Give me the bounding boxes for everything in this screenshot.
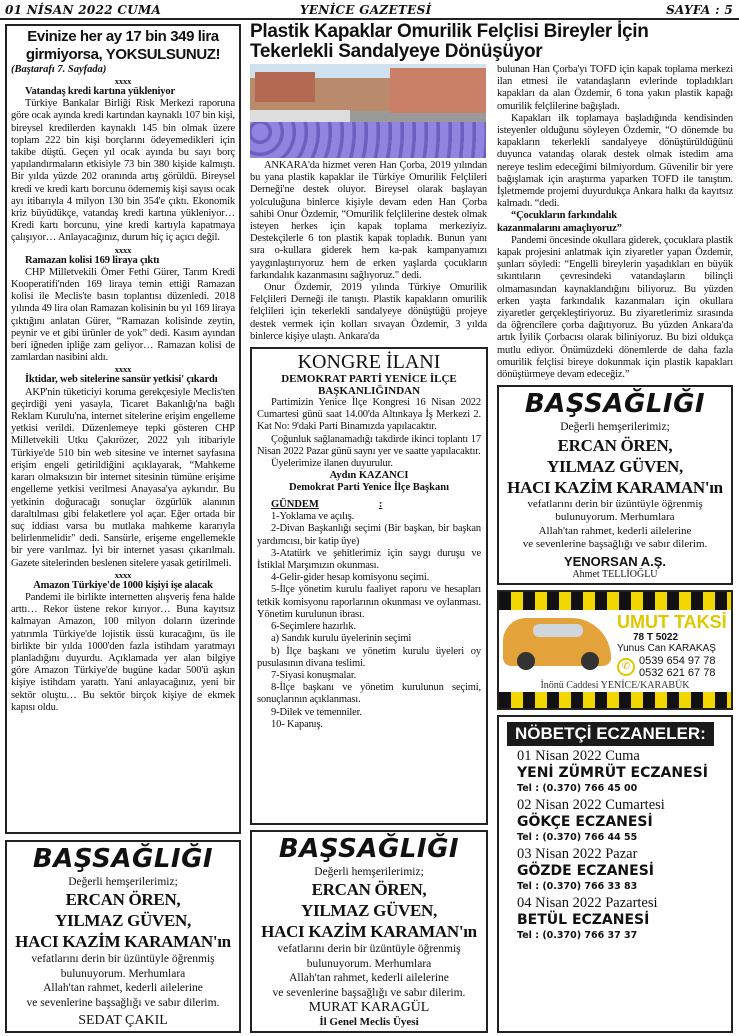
separator: xxxx bbox=[114, 244, 132, 255]
agenda-item: 8-İlçe başkanı ve yönetim kurulunun seçimi, sonuçlarının açıklanması. bbox=[257, 682, 481, 706]
pharmacy-phone: Tel : (0.370) 766 45 00 bbox=[517, 782, 638, 794]
taxi-address: İnönü Caddesi YENİCE/KARABÜK bbox=[540, 679, 690, 691]
caps-bags-photo bbox=[250, 64, 486, 158]
obituary-signer: YENORSAN A.Ş. bbox=[563, 553, 667, 569]
right-column bbox=[497, 64, 733, 1033]
phone-number[interactable]: 0539 654 97 78 bbox=[639, 654, 716, 667]
paragraph: Üyelerimize ilanen duyurulur. bbox=[271, 458, 393, 470]
obituary-title: BAŞSAĞLIĞI bbox=[32, 843, 214, 874]
obituary-names bbox=[7, 889, 239, 952]
name: YILMAZ GÜVEN, bbox=[547, 456, 683, 476]
pharmacy-entry bbox=[517, 895, 723, 942]
pharmacy-date: 02 Nisan 2022 Cumartesi bbox=[517, 796, 665, 813]
paragraph: AKP'nin tüketiciyi koruma gerekçesiyle Meclis'ten geçirdiği yeni yasayla, Ticaret Bakanlığı'na bağlı Reklam Kurulu'na, internet sitelerine erişim engelleme yetkisi verildi. Düzenlemeye tepki gösteren CHP Milletvekili Utku Çakırözer, 2022 yılı itibariyle Türkiye'de 510 bin web sitesine ve internet sayfasına erişim engeli getirildiğini açıklayarak, “Mahkeme kararı olmaksızın bir internet sitesinin tümüne erişime engelleme yetkisi verilmesi Anayasa'ya aykırıdır. Bu yetkinin doğuracağı sonuçlar özgürlük alanının daraltılması gibi felaketlere yol açar. Eğer ortada bir suç iddiası varsa bu mutlaka mahkeme kararıyla belirlenmelidir" dedi. Sansürle, erişeme engellemekle bir yere varılmaz. İyi bir internet yasası çıkarılmalı. Gazete sitelerinden beslenen sitelere yasak getirilmeli. bbox=[11, 386, 235, 569]
pharmacy-date: 03 Nisan 2022 Pazar bbox=[517, 845, 638, 862]
agenda-item: 10- Kapanış. bbox=[271, 718, 323, 730]
section-title: Vatandaş kredi kartına yükleniyor bbox=[25, 86, 175, 97]
pharmacies-title: NÖBETÇİ ECZANELER: bbox=[507, 722, 714, 746]
separator: xxxx bbox=[114, 76, 132, 86]
middle-column bbox=[250, 64, 488, 1033]
obituary-names bbox=[499, 435, 731, 498]
line: bulunuyorum. Merhumlara bbox=[60, 967, 186, 980]
notice-title: KONGRE İLANI bbox=[297, 351, 441, 374]
paragraph: ANKARA'da hizmet veren Han Çorba, 2019 yılından bu yana plastik kapaklar ile Türkiye Omurilik Felçlileri Derneği'ne destek oluyor. Bireysel olarak başlayan yolculuğuna binlerce kişiyle devam eden Han Çorba sahibi Onur Özdemir, “Omurilik felçlilerine destek olmak isteyen herkes için kapak toplama merkeziyiz. Destekçilerle 6 ton plastik kapak topladık. Bunun yanı sıra o-kullara giderek hem ka-pak kampanyamızı yaygınlaştırıyoruz hem de erken yaşlarda çocukların farkındalık kazanmasını sağlıyoruz." dedi. bbox=[250, 160, 487, 281]
name: HACI KAZİM KARAMAN'ın bbox=[15, 932, 231, 951]
agenda-item: 9-Dilek ve temenniler. bbox=[271, 706, 362, 718]
pharmacy-phone: Tel : (0.370) 766 33 83 bbox=[517, 880, 638, 892]
pharmacy-list bbox=[507, 748, 723, 942]
checker-pattern bbox=[499, 692, 731, 708]
taxi-info bbox=[611, 612, 727, 679]
agenda-item: 5-İlçe yönetim kurulu faaliyet raporu ve hesapları tetkik komisyonu raporlarının okunması ve oylanması. Yönetim kurulunun ibrası. bbox=[257, 584, 481, 620]
line: ve sevenlerine başsağlığı ve sabır dilerim. bbox=[26, 996, 220, 1009]
name: ERCAN ÖREN, bbox=[65, 890, 181, 909]
name: ERCAN ÖREN, bbox=[557, 435, 673, 455]
taxi-car-image bbox=[503, 618, 611, 666]
line: bulunuyorum. Merhumlara bbox=[555, 511, 675, 524]
name: HACI KAZİM KARAMAN'ın bbox=[261, 922, 477, 941]
pharmacy-entry bbox=[517, 748, 723, 795]
obituary-signer: MURAT KARAGÜL bbox=[308, 1000, 430, 1015]
notice-body bbox=[257, 397, 481, 470]
agenda-item: 2-Divan Başkanlığı seçimi (Bir başkan, bir başkan yardımcısı, bir katip üye) bbox=[257, 523, 481, 547]
obituary-title: BAŞSAĞLIĞI bbox=[278, 833, 460, 864]
obituary-body bbox=[499, 498, 731, 552]
obituary-signer-title: Ahmet TELLİOĞLU bbox=[572, 568, 658, 580]
obituary-left bbox=[5, 840, 241, 1034]
main-headline: Plastik Kapaklar Omurilik Felçlisi Bireyler İçin Tekerlekli Sandalyeye Dönüşüyor bbox=[250, 21, 649, 62]
left-column bbox=[5, 24, 241, 1033]
pharmacy-entry bbox=[517, 846, 723, 893]
name: YILMAZ GÜVEN, bbox=[301, 901, 437, 920]
signer-name: Aydın KAZANCI bbox=[329, 470, 409, 482]
taxi-phones bbox=[635, 655, 715, 679]
paragraph: Türkiye Bankalar Birliği Risk Merkezi raporuna göre ocak ayında kredi kartından kaynaklı 107 bin kişi, bireysel kredilerden kaynaklı 145 bin olmak üzere toplam 222 bin kişi borçlarını ödeyemedikleri için takibe düştü. Geçen yıl ocak ayında bu sayı borç yapılandırmaların etkisiyle 73 bin 380 kişide kalmıştı. Bir yılda yüzde 202 oranında artış görüldü. Bireysel kredi ve kredi kartı borcunu ödememiş kişi sayısı ocak ayı itibarıyla 4 milyon 130 bin 354'e çıktı. Ekonomik kriz büyüdükçe, vatandaş kredi kartına yükleniyor… Kredi kartı borcunu, yine kredi kartıyla kapatmaya çalışıyor… Anlayacağınız, durum hiç iç açıcı değil. bbox=[11, 98, 235, 244]
headline-line: Evinize her ay 17 bin 349 lira bbox=[27, 28, 219, 45]
taxi-phone-row bbox=[617, 655, 727, 679]
page-header bbox=[0, 0, 739, 20]
main-article-col1 bbox=[250, 160, 487, 343]
name: HACI KAZİM KARAMAN'ın bbox=[507, 477, 723, 497]
agenda-list bbox=[257, 511, 481, 731]
paper-name: YENİCE GAZETESİ bbox=[300, 3, 432, 17]
obituary-signer: SEDAT ÇAKIL bbox=[78, 1013, 168, 1028]
obituary-greeting: Değerli hemşerilerimiz; bbox=[560, 421, 670, 434]
obituary-signer-title: İl Genel Meclis Üyesi bbox=[319, 1016, 419, 1028]
taxi-ad bbox=[497, 590, 733, 710]
taxi-ad-content bbox=[499, 610, 731, 679]
phone-icon: ✆ bbox=[617, 658, 635, 676]
agenda-item: 4-Gelir-gider hesap komisyonu seçimi. bbox=[271, 572, 430, 584]
obituary-body bbox=[7, 952, 239, 1010]
pharmacy-phone: Tel : (0.370) 766 44 55 bbox=[517, 831, 638, 843]
page-number: SAYFA : 5 bbox=[666, 3, 733, 17]
left-article bbox=[5, 24, 241, 834]
paragraph: Kapakları ilk toplamaya başladığında kendisinden isteyenler olduğunu söyleyen Özdemir, “O dönemde bu kapakların tekerlekli sandalyeye dönüştürüldüğünü duyunca vatandaş olarak destek olmak istedim ama nereye teslim edeceğimi bilmiyordum. Güvenilir bir yere bağışlamak için araştırma yaparken TOFD ile tanıştım. İşletmemde projemi duyurdukça Ankara halkı da kayıtsız kalmadı. “dedi. bbox=[497, 112, 733, 210]
obituary-middle bbox=[250, 830, 488, 1034]
agenda-item: 6-Seçimlere hazırlık. bbox=[271, 621, 356, 633]
name: YILMAZ GÜVEN, bbox=[55, 911, 191, 930]
paragraph: Çoğunluk sağlanamadığı takdirde ikinci toplantı 17 Nisan 2022 Pazar günü saynı yer ve saatte yapılacaktır. bbox=[257, 433, 481, 457]
taxi-name: UMUT TAKSİ bbox=[617, 611, 727, 632]
subheading: “Çocukların farkındalık kazanmalarını amaçlıyoruz” bbox=[497, 210, 622, 234]
main-article-col2 bbox=[497, 64, 733, 381]
agenda-label-text: GÜNDEM bbox=[271, 499, 319, 511]
pharmacy-name: GÖZDE ECZANESİ bbox=[517, 862, 654, 879]
signer-title: Demokrat Parti Yenice İlçe Başkanı bbox=[288, 482, 449, 494]
obituary-greeting: Değerli hemşerilerimiz; bbox=[68, 875, 178, 888]
line: bulunuyorum. Merhumlara bbox=[306, 957, 432, 970]
obituary-names bbox=[252, 879, 486, 942]
left-article-body bbox=[11, 76, 235, 714]
line: Allah'tan rahmet, kederli ailelerine bbox=[43, 982, 203, 994]
taxi-owner: Yunus Can KARAKAŞ bbox=[617, 642, 716, 654]
paragraph: Onur Özdemir, 2019 yılında Türkiye Omurilik Felçlileri Derneği ile tanıştı. Plastik kapakların omurilik felçlileri için tekerlekli sandalyeye dönüştüğü projeye destek vermek için kolları sıvayan Özdemir, 3 yılda binlerce kişiye ulaştı. Ankara'da bbox=[250, 282, 487, 342]
line: ve sevenlerine başsağlığı ve sabır dilerim. bbox=[522, 538, 708, 551]
pharmacy-date: 04 Nisan 2022 Pazartesi bbox=[517, 894, 658, 911]
section-title: Amazon Türkiye'de 1000 kişiyi işe alacak bbox=[33, 579, 213, 591]
kongre-notice bbox=[250, 347, 488, 824]
pharmacy-date: 01 Nisan 2022 Cuma bbox=[517, 747, 640, 764]
taxi-plate: 78 T 5022 bbox=[633, 631, 679, 643]
issue-date: 01 NİSAN 2022 CUMA bbox=[5, 3, 162, 17]
phone-number[interactable]: 0532 621 67 78 bbox=[639, 666, 716, 679]
paragraph: CHP Milletvekili Ömer Fethi Gürer, Tarım Kredi Kooperatifi'nden 169 liraya temin ettiği Ramazan kolisi ile Meclis'te basın toplantısı düzenledi. 2018 yılında 49 lira olan Ramazan kolisinin bu yıl 169 liraya çıktığını anlatan Gürer, “Ramazan kolisinde zeytin, peynir ve et gibi ürünler de yok” dedi. Kasım ayından beri iğneden ipliğe zam geliyor… Ramazan kolisi de zamlardan nasibini aldı. bbox=[11, 266, 236, 364]
line: Allah'tan rahmet, kederli ailelerine bbox=[538, 524, 692, 537]
headline-line: girmiyorsa, YOKSULSUNUZ! bbox=[25, 46, 221, 63]
separator: xxxx bbox=[114, 364, 132, 375]
agenda-item: 1-Yoklama ve açılış. bbox=[271, 511, 355, 523]
pharmacy-name: YENİ ZÜMRÜT ECZANESİ bbox=[517, 764, 708, 781]
section-title: İktidar, web sitelerine sansür yetkisi' çıkardı bbox=[25, 374, 218, 386]
agenda-item: 7-Siyasi konuşmalar. bbox=[271, 669, 357, 681]
line: vefatlarını derin bir üzüntüyle öğrenmiş bbox=[527, 497, 703, 510]
agenda-item: b) İlçe başkanı ve yönetim kurulu üyeleri oy pusulasının divana teslimi. bbox=[257, 645, 481, 669]
obituary-greeting: Değerli hemşerilerimiz; bbox=[314, 865, 424, 878]
paragraph: bulunan Han Çorba'yı TOFD için kapak toplama merkezi ilan etmesi ile vatandaşların evlerinde topladıkları kapakları da alan Özdemir, 6 tona yakın plastik kapağı omurilik felçlilerine bağışladı. bbox=[497, 64, 733, 112]
continued-note: (Baştarafı 7. Sayfada) bbox=[11, 64, 107, 75]
pharmacy-entry bbox=[517, 797, 723, 844]
checker-pattern bbox=[499, 592, 731, 610]
agenda-label: GÜNDEM : bbox=[271, 499, 383, 511]
pharmacy-name: GÖKÇE ECZANESİ bbox=[517, 813, 653, 830]
separator: xxxx bbox=[114, 569, 132, 580]
obituary-body bbox=[252, 942, 486, 1000]
line: vefatlarını derin bir üzüntüyle öğrenmiş bbox=[277, 943, 461, 955]
pharmacy-phone: Tel : (0.370) 766 37 37 bbox=[517, 929, 638, 941]
name: ERCAN ÖREN, bbox=[311, 880, 427, 899]
notice-subtitle: DEMOKRAT PARTİ YENİCE İLÇE BAŞKANLIĞINDAN bbox=[281, 373, 457, 398]
agenda-item: 3-Atatürk ve şehitlerimiz için saygı duruşu ve İstiklal Marşımızın okunması. bbox=[257, 547, 481, 572]
agenda-item: a) Sandık kurulu üyelerinin seçimi bbox=[271, 633, 412, 645]
line: ve sevenlerine başsağlığı ve sabır dilerim. bbox=[272, 986, 466, 999]
pharmacy-name: BETÜL ECZANESİ bbox=[517, 911, 650, 928]
line: Allah'tan rahmet, kederli ailelerine bbox=[289, 972, 449, 984]
left-headline bbox=[11, 28, 235, 64]
pharmacies-panel bbox=[497, 715, 733, 1033]
paragraph: Partimizin Yenice İlçe Kongresi 16 Nisan 2022 Cumartesi günü saat 14.00'da Altınkaya İş Merkezi 2. Kat No: 9'daki Parti Binamızda yapılacaktır. bbox=[257, 397, 481, 433]
obituary-title: BAŞSAĞLIĞI bbox=[524, 389, 706, 420]
line: vefatlarını derin bir üzüntüyle öğrenmiş bbox=[31, 953, 215, 965]
section-title: Ramazan kolisi 169 liraya çıktı bbox=[25, 254, 160, 266]
obituary-right bbox=[497, 385, 733, 585]
paragraph: Pandemi ile birlikte internetten alışveriş fena halde arttı… Rekor üstene rekor kırıyor… Buna kayıtsız kalmayan Amazon, 100 milyon doların üzerinde yatırımla Türkiye'de lojistik üssü kuracağını, üs ile birlikte bir yılda 1000'den fazla istihdam yaratmayı planladığını duyurdu. Açıklamada yer alan bilgiye göre Amazon Türkiye'de bugüne kadar 500'ü aşkın kişiye istihdam yarattı. Yani anlayacağınız, yeni bir sektör oluştu… Bu sektör birçok kişiye de ekmek kapısı oldu. bbox=[11, 591, 235, 713]
paragraph: Pandemi öncesinde okullara giderek, çocuklara plastik kapak projesini anlatmak için ziyaretler yapan Özdemir, şunları söyledi: “Engelli bireylerin yaşadıkları en büyük sıkıntıların çevresindeki vatandaşların bilinçli olmamasından kaynaklandığını biliyoruz. Bu yüzden erken yaşta farkındalık kazanmaları için okullara ziyaretler gerçekleştiriyoruz. Bu ziyaretlerimiz sırasında da öğrencilere çorba dağıtıyoruz. Bu yüzden Ankara'da artık İyilik Çorbacısı olarak biliniyoruz. Bu bizi oldukça mutlu ediyor. Önümüzdeki dönemlerde de daha fazla omurilik felçlisi bireye dokunmak için plastik kapakları dönüştürmeye devam edeceğiz.” bbox=[497, 234, 733, 381]
